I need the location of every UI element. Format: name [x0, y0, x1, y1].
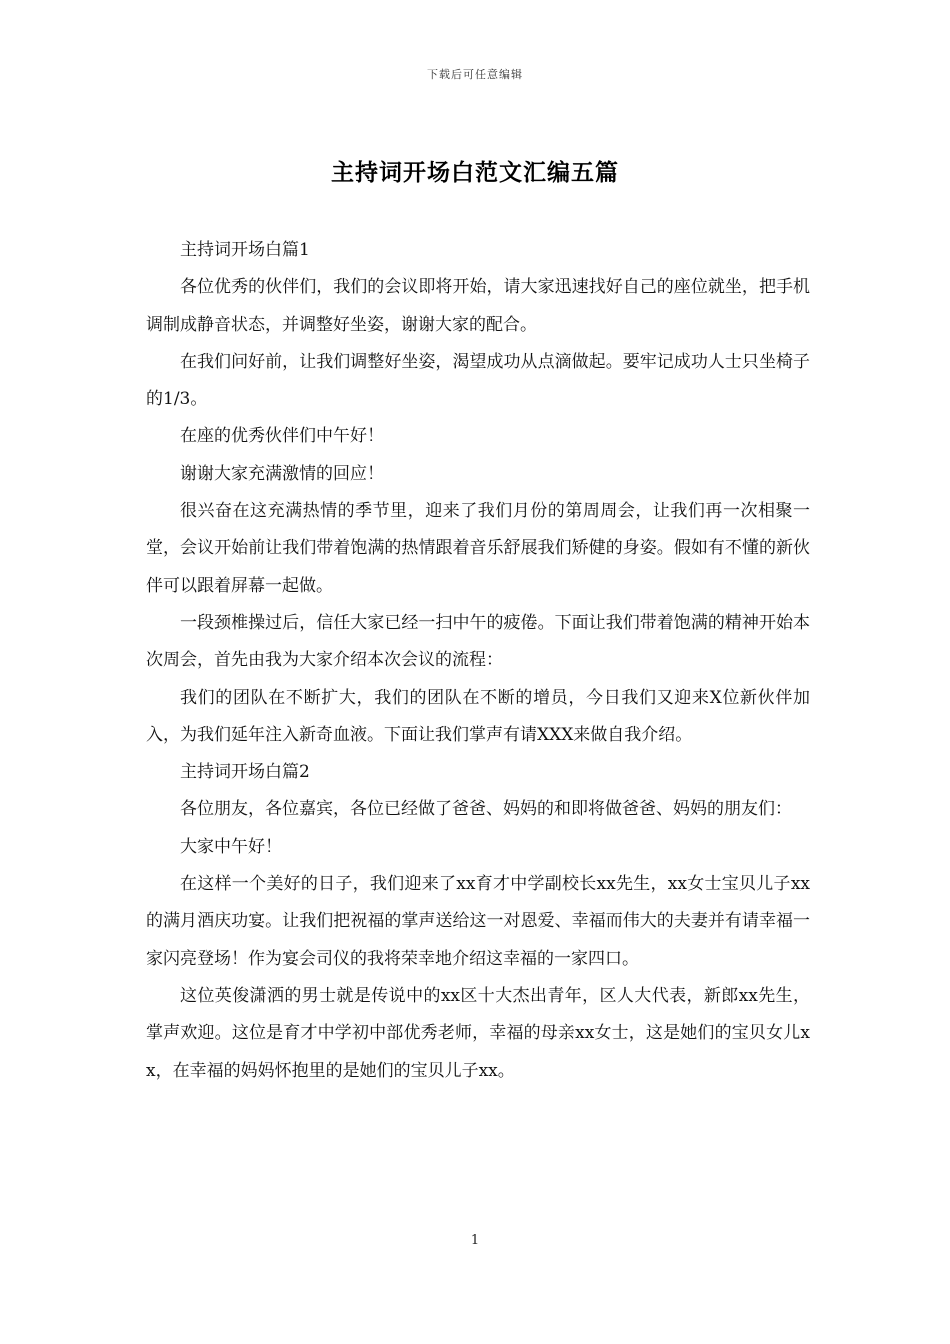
- paragraph: 这位英俊潇洒的男士就是传说中的xx区十大杰出青年，区人大代表，新郎xx先生，掌声欢迎。这位是育才中学初中部优秀老师，幸福的母亲xx女士，这是她们的宝贝女儿xx，在幸福的妈妈怀抱里的是她们的宝贝儿子xx。: [146, 985, 810, 1081]
- paragraph: 在座的优秀伙伴们中午好！: [180, 426, 384, 447]
- document-body: [146, 232, 810, 1090]
- paragraph: 很兴奋在这充满热情的季节里，迎来了我们月份的第周周会，让我们再一次相聚一堂，会议开始前让我们带着饱满的热情跟着音乐舒展我们矫健的身姿。假如有不懂的新伙伴可以跟着屏幕一起做。: [146, 501, 810, 596]
- paragraph: 在我们问好前，让我们调整好坐姿，渴望成功从点滴做起。要牢记成功人士只坐椅子的1/3。: [146, 351, 810, 410]
- paragraph: 一段颈椎操过后，信任大家已经一扫中午的疲倦。下面让我们带着饱满的精神开始本次周会，首先由我为大家介绍本次会议的流程：: [146, 612, 810, 671]
- paragraph: 谢谢大家充满激情的回应！: [180, 463, 384, 484]
- document-title: 主持词开场白范文汇编五篇: [331, 159, 619, 186]
- page-number: 1: [470, 1233, 480, 1248]
- paragraph: 我们的团队在不断扩大，我们的团队在不断的增员，今日我们又迎来X位新伙伴加入，为我们延年注入新奇血液。下面让我们掌声有请XXX来做自我介绍。: [146, 687, 810, 745]
- paragraph: 各位朋友，各位嘉宾，各位已经做了爸爸、妈妈的和即将做爸爸、妈妈的朋友们：: [180, 799, 792, 820]
- paragraph: 各位优秀的伙伴们，我们的会议即将开始，请大家迅速找好自己的座位就坐，把手机调制成静音状态，并调整好坐姿，谢谢大家的配合。: [146, 277, 810, 335]
- section-heading-1: 主持词开场白篇1: [180, 240, 310, 260]
- paragraph: 大家中午好！: [180, 836, 282, 857]
- section-heading-2: 主持词开场白篇2: [180, 762, 310, 783]
- paragraph: 在这样一个美好的日子，我们迎来了xx育才中学副校长xx先生，xx女士宝贝儿子xx的满月酒庆功宴。让我们把祝福的掌声送给这一对恩爱、幸福而伟大的夫妻并有请幸福一家闪亮登场！作为宴会司仪的我将荣幸地介绍这幸福的一家四口。: [146, 874, 810, 969]
- header-note: 下载后可任意编辑: [427, 68, 523, 81]
